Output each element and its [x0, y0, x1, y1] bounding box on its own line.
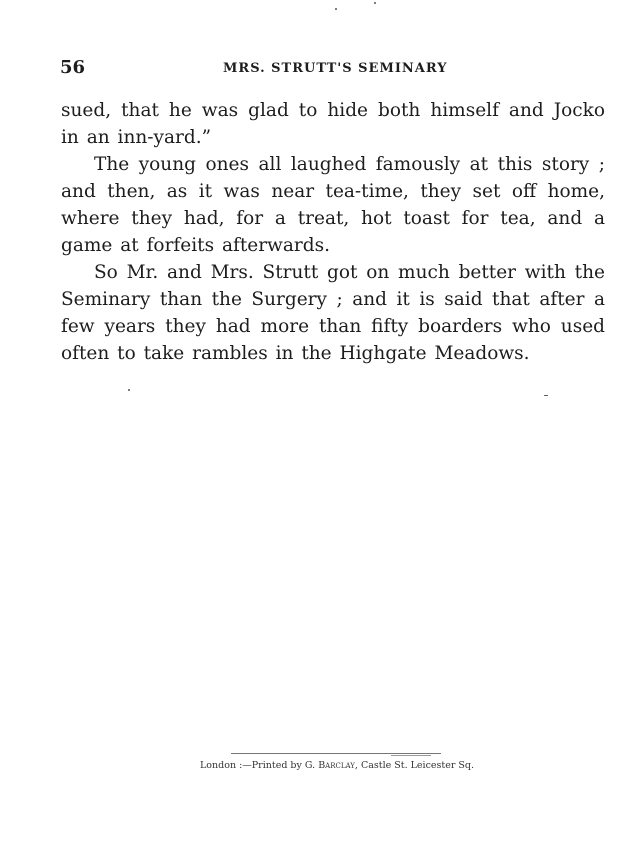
- print-speck: [128, 389, 130, 391]
- paragraph-seminary: So Mr. and Mrs. Strutt got on much better with the Seminary than the Surgery ; and it is said that after a few years they had more than fifty boarders who used often to take rambles in the Highgate Meadows.: [61, 262, 605, 364]
- print-speck: [544, 395, 548, 396]
- page-number: 56: [60, 57, 86, 78]
- printer-name: Barclay: [318, 760, 355, 771]
- print-speck: [374, 2, 376, 4]
- body-text: [61, 97, 605, 367]
- page-header: [60, 57, 580, 81]
- footer-rule: [231, 753, 441, 757]
- running-head: MRS. STRUTT'S SEMINARY: [223, 61, 448, 76]
- printer-imprint: [200, 760, 480, 771]
- imprint-prefix: London :—Printed by G.: [200, 760, 319, 771]
- paragraph-continuation: sued, that he was glad to hide both himself and Jocko in an inn-yard.”: [61, 100, 605, 148]
- paragraph-young-ones: The young ones all laughed famously at this story ; and then, as it was near tea-time, they set off home, where they had, for a treat, hot toast for tea, and a game at forfeits afterwards.: [61, 154, 605, 256]
- imprint-suffix: , Castle St. Leicester Sq.: [354, 760, 475, 771]
- print-speck: [335, 8, 337, 10]
